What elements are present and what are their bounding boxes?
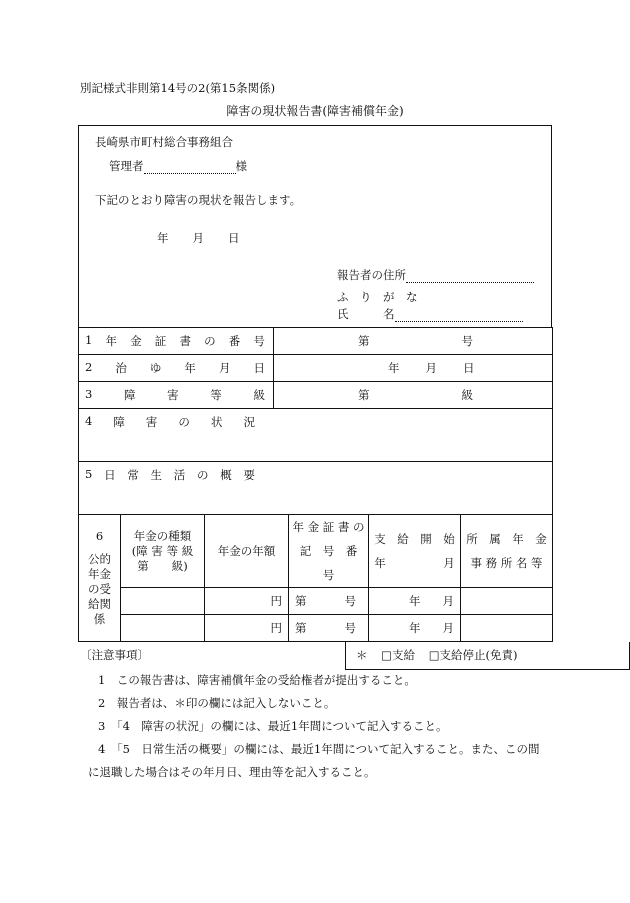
note-item: 2 報告者は、＊印の欄には記入しないこと。 [98, 696, 336, 710]
certificate-number-cell[interactable]: 第 号 [289, 588, 369, 615]
certificate-number-cell[interactable]: 第 号 [289, 615, 369, 642]
form-reference: 別記様式非則第14号の2(第15条関係) [80, 81, 276, 95]
daily-life-field[interactable]: 5 日 常 生 活 の 概 要 [79, 462, 553, 515]
pension-section-label: 6 公的 年金 の受 給関 係 [79, 515, 121, 642]
note-item: 4 「5 日常生活の概要」の欄には、最近1年間について記入すること。また、この間 [98, 742, 540, 756]
note-item: 1 この報告書は、障害補償年金の受給権者が提出すること。 [98, 673, 416, 687]
row-label-grade: 3 障 害 等 級 [79, 382, 274, 409]
table-row [79, 462, 553, 515]
reporter-address-label: 報告者の住所 [337, 268, 406, 282]
form-header [78, 125, 552, 327]
manager-name-field[interactable] [144, 173, 236, 174]
name-label: 氏 名 [337, 307, 395, 321]
table-row [79, 515, 553, 588]
row-label-cure-date: 2 治 ゆ 年 月 日 [79, 355, 274, 382]
pension-office-cell[interactable] [461, 615, 553, 642]
reporter-address-field[interactable] [406, 282, 534, 283]
table-row [79, 328, 553, 355]
asterisk-mark: ＊ [356, 648, 368, 662]
page-title: 障害の現状報告書(障害補償年金) [226, 104, 404, 118]
table-row [79, 355, 553, 382]
main-table [78, 327, 553, 515]
notes-section [80, 647, 560, 784]
annual-amount-cell[interactable]: 円 [205, 615, 289, 642]
pension-office-cell[interactable] [461, 588, 553, 615]
note-item: 3 「4 障害の状況」の欄には、最近1年間について記入すること。 [98, 719, 448, 733]
honorific: 様 [235, 159, 247, 173]
cure-date-field[interactable]: 年 月 日 [274, 355, 553, 382]
date-day: 日 [228, 231, 240, 245]
date-year: 年 [157, 231, 169, 245]
statement: 下記のとおり障害の現状を報告します。 [95, 193, 302, 207]
checkbox-payment[interactable]: □支給 [381, 648, 416, 662]
date-month: 月 [192, 231, 204, 245]
manager-line [109, 158, 247, 174]
table-row [79, 615, 553, 642]
table-row [79, 382, 553, 409]
manager-label: 管理者 [109, 159, 144, 173]
addressee: 長崎県市町村総合事務組合 [95, 135, 233, 149]
header-payment-start: 支 給 開 始 年 月 [369, 515, 461, 588]
note-item-continued: に退職した場合はその年月日、理由等を記入すること。 [88, 765, 376, 779]
checkbox-payment-stop[interactable]: □支給停止(免責) [428, 648, 518, 662]
header-annual-amount: 年金の年額 [205, 515, 289, 588]
name-line [337, 306, 523, 322]
pension-type-cell[interactable] [121, 615, 205, 642]
furigana-label: ふ り が な [337, 290, 418, 304]
row-label-certificate: 1 年 金 証 書 の 番 号 [79, 328, 274, 355]
payment-start-cell[interactable]: 年 月 [369, 615, 461, 642]
payment-start-cell[interactable]: 年 月 [369, 588, 461, 615]
certificate-number-field[interactable]: 第 号 [274, 328, 553, 355]
header-pension-office: 所 属 年 金 事 務 所 名 等 [461, 515, 553, 588]
table-row [79, 588, 553, 615]
header-certificate-number: 年 金 証 書 の 記 号 番 号 [289, 515, 369, 588]
annual-amount-cell[interactable]: 円 [205, 588, 289, 615]
table-row [79, 409, 553, 462]
pension-table [78, 514, 553, 642]
report-date[interactable] [157, 230, 240, 246]
name-field[interactable] [395, 321, 523, 322]
disability-condition-field[interactable]: 4 障 害 の 状 況 [79, 409, 553, 462]
grade-field[interactable]: 第 級 [274, 382, 553, 409]
notes-heading: 〔注意事項〕 [80, 648, 149, 662]
header-pension-type: 年金の種類 (障 害 等 級 第 級) [121, 515, 205, 588]
pension-type-cell[interactable] [121, 588, 205, 615]
reporter-address-line [337, 267, 534, 283]
